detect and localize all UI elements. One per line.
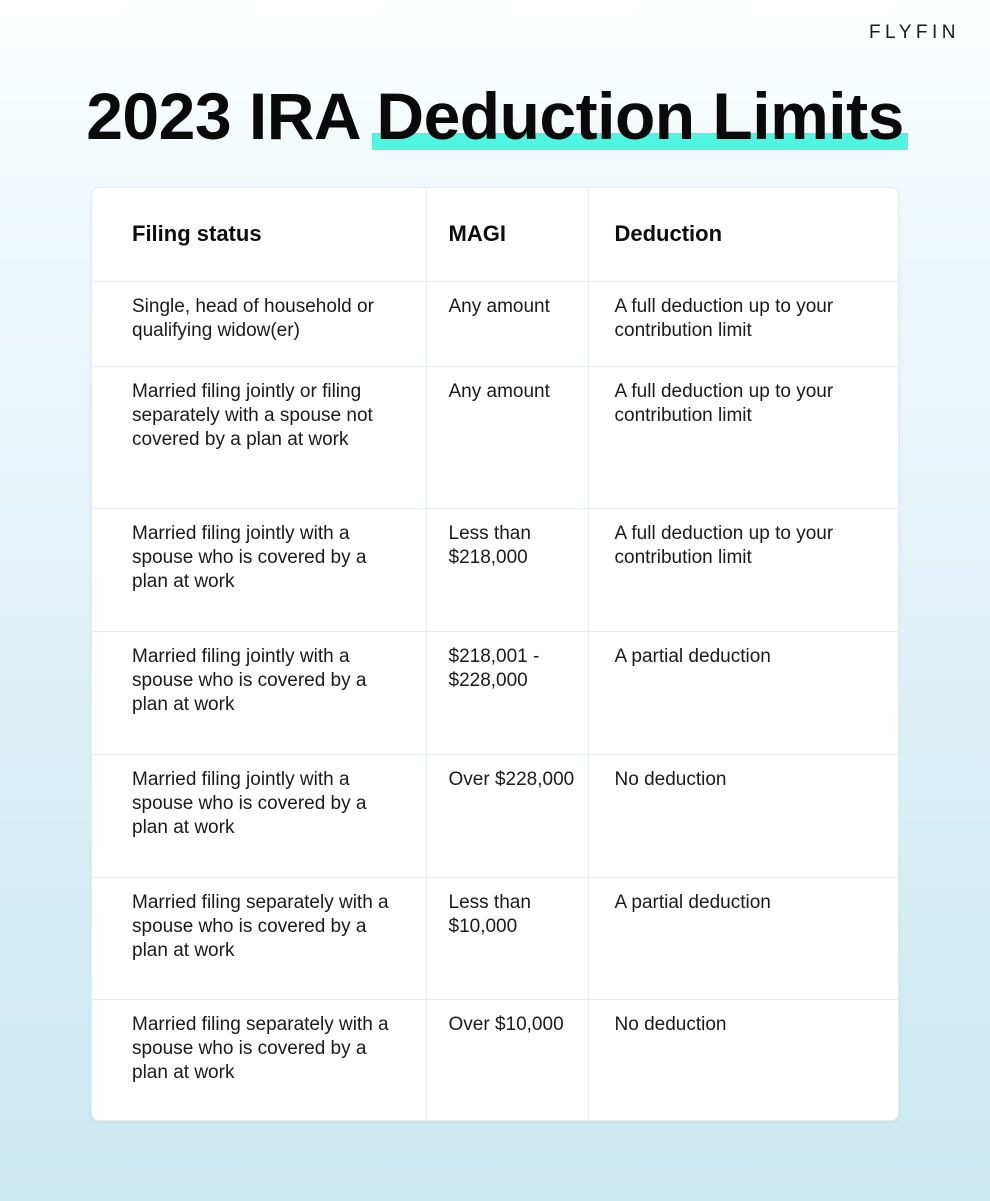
magi-cell: Less than $218,000 [426, 508, 588, 631]
deduction-limits-table-card [91, 187, 899, 1121]
deduction-cell: A partial deduction [588, 877, 899, 999]
magi-cell: Any amount [426, 366, 588, 508]
table-row [92, 999, 899, 1121]
flyfin-logo: FLYFIN [868, 22, 960, 43]
deduction-cell: No deduction [614, 1013, 727, 1035]
filing-status-cell: Married filing separately with a spouse who is covered by a plan at work [92, 877, 426, 999]
table-row [92, 508, 899, 631]
filing-status-cell: Married filing jointly with a spouse who is covered by a plan at work [92, 631, 426, 754]
page-title [0, 78, 990, 154]
deduction-cell: A full deduction up to your contribution limit [588, 508, 899, 631]
filing-status-cell: Married filing jointly or filing separately with a spouse not covered by a plan at work [92, 366, 426, 508]
column-header-magi: MAGI [426, 188, 588, 281]
deduction-cell: No deduction [588, 754, 899, 877]
table-row [92, 366, 899, 508]
title-highlight: Deduction Limits [376, 79, 904, 153]
filing-status-cell: Married filing jointly with a spouse who is covered by a plan at work [92, 754, 426, 877]
table-row [92, 754, 899, 877]
deduction-limits-table [92, 188, 899, 1121]
magi-cell: Over $228,000 [426, 754, 588, 877]
deduction-cell: A partial deduction [588, 631, 899, 754]
filing-status-cell: Married filing jointly with a spouse who is covered by a plan at work [92, 508, 426, 631]
deduction-cell: A full deduction up to your contribution limit [588, 366, 899, 508]
magi-cell: Any amount [426, 281, 588, 366]
magi-cell: Over $10,000 [426, 999, 588, 1121]
column-header-filing-status: Filing status [92, 188, 426, 281]
magi-cell: Less than $10,000 [426, 877, 588, 999]
table-row [92, 281, 899, 366]
table-row [92, 877, 899, 999]
table-header-row [92, 188, 899, 281]
magi-cell: $218,001 - $228,000 [426, 631, 588, 754]
title-plain: 2023 IRA [86, 79, 377, 153]
filing-status-cell: Single, head of household or qualifying widow(er) [92, 281, 426, 366]
column-header-deduction: Deduction [588, 188, 899, 281]
table-row [92, 631, 899, 754]
filing-status-cell: Married filing separately with a spouse who is covered by a plan at work [92, 999, 426, 1121]
deduction-cell: A full deduction up to your contribution limit [588, 281, 899, 366]
